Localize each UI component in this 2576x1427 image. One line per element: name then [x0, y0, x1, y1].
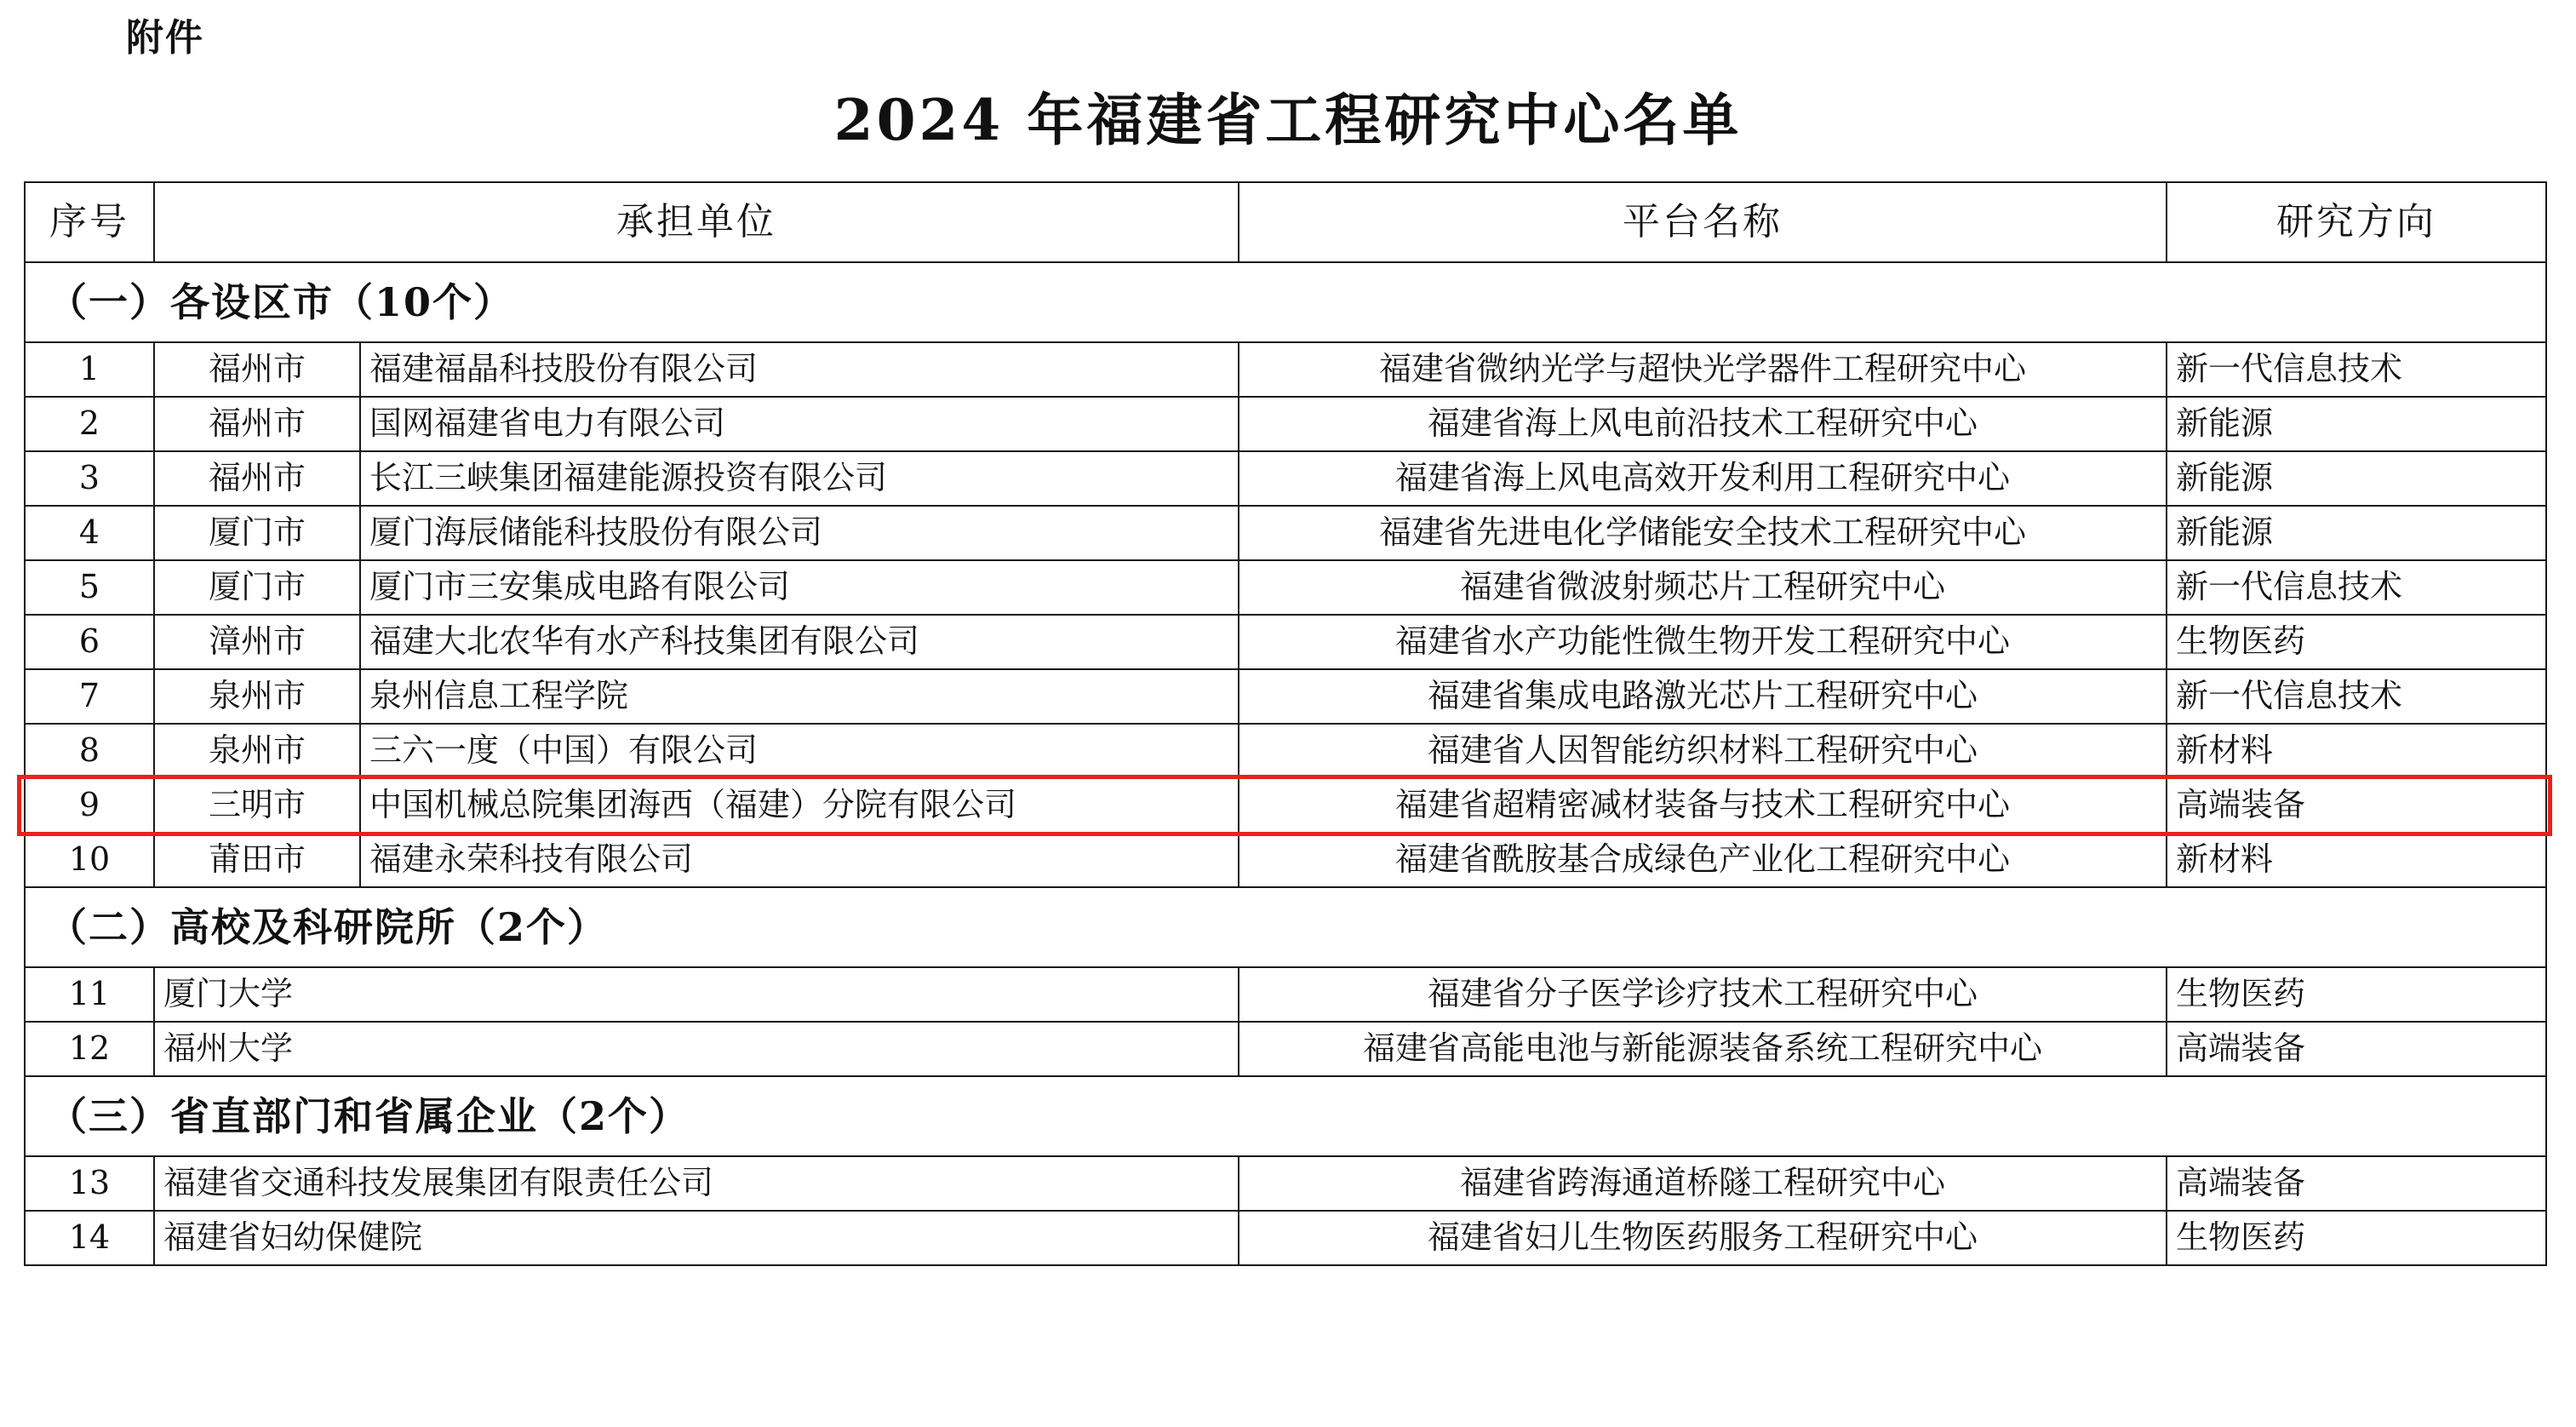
- cell-direction: 高端装备: [2167, 778, 2546, 833]
- cell-direction: 新能源: [2167, 506, 2546, 560]
- table-row: [25, 967, 2546, 1022]
- cell-platform: 福建省跨海通道桥隧工程研究中心: [1239, 1156, 2167, 1211]
- cell-city: 福州市: [154, 397, 360, 451]
- table-section-row: [25, 262, 2546, 342]
- cell-unit: 长江三峡集团福建能源投资有限公司: [360, 451, 1239, 506]
- column-header-no: 序号: [25, 182, 154, 262]
- cell-platform: 福建省人因智能纺织材料工程研究中心: [1239, 724, 2167, 778]
- cell-no: 6: [25, 615, 154, 669]
- cell-direction: 生物医药: [2167, 615, 2546, 669]
- cell-no: 7: [25, 669, 154, 724]
- column-header-unit: 承担单位: [154, 182, 1239, 262]
- cell-unit: 福建省妇幼保健院: [154, 1211, 1239, 1265]
- cell-no: 4: [25, 506, 154, 560]
- cell-no: 2: [25, 397, 154, 451]
- cell-no: 13: [25, 1156, 154, 1211]
- table-row: [25, 397, 2546, 451]
- cell-platform: 福建省分子医学诊疗技术工程研究中心: [1239, 967, 2167, 1022]
- cell-platform: 福建省水产功能性微生物开发工程研究中心: [1239, 615, 2167, 669]
- cell-platform: 福建省高能电池与新能源装备系统工程研究中心: [1239, 1022, 2167, 1076]
- table-row: [25, 1211, 2546, 1265]
- cell-city: 福州市: [154, 342, 360, 397]
- table-section-row: [25, 1076, 2546, 1156]
- cell-platform: 福建省酰胺基合成绿色产业化工程研究中心: [1239, 833, 2167, 887]
- cell-unit: 厦门大学: [154, 967, 1239, 1022]
- cell-city: 福州市: [154, 451, 360, 506]
- table-row: [25, 669, 2546, 724]
- cell-unit: 中国机械总院集团海西（福建）分院有限公司: [360, 778, 1239, 833]
- cell-no: 10: [25, 833, 154, 887]
- cell-platform: 福建省微纳光学与超快光学器件工程研究中心: [1239, 342, 2167, 397]
- table-header-row: [25, 182, 2546, 262]
- table-row: [25, 560, 2546, 615]
- table-row: [25, 506, 2546, 560]
- cell-city: 三明市: [154, 778, 360, 833]
- cell-unit: 厦门海辰储能科技股份有限公司: [360, 506, 1239, 560]
- table-row: [25, 1022, 2546, 1076]
- cell-unit: 福建永荣科技有限公司: [360, 833, 1239, 887]
- cell-platform: 福建省集成电路激光芯片工程研究中心: [1239, 669, 2167, 724]
- cell-platform: 福建省先进电化学储能安全技术工程研究中心: [1239, 506, 2167, 560]
- cell-city: 厦门市: [154, 506, 360, 560]
- cell-platform: 福建省妇儿生物医药服务工程研究中心: [1239, 1211, 2167, 1265]
- cell-platform: 福建省海上风电高效开发利用工程研究中心: [1239, 451, 2167, 506]
- cell-city: 漳州市: [154, 615, 360, 669]
- table-section-heading: （三）省直部门和省属企业（2个）: [25, 1076, 2546, 1156]
- cell-no: 3: [25, 451, 154, 506]
- table-section-heading: （一）各设区市（10个）: [25, 262, 2546, 342]
- table-row: [25, 1156, 2546, 1211]
- cell-unit: 国网福建省电力有限公司: [360, 397, 1239, 451]
- cell-direction: 新材料: [2167, 724, 2546, 778]
- cell-platform: 福建省超精密减材装备与技术工程研究中心: [1239, 778, 2167, 833]
- cell-no: 5: [25, 560, 154, 615]
- cell-unit: 厦门市三安集成电路有限公司: [360, 560, 1239, 615]
- cell-unit: 泉州信息工程学院: [360, 669, 1239, 724]
- cell-no: 1: [25, 342, 154, 397]
- cell-direction: 新能源: [2167, 397, 2546, 451]
- cell-platform: 福建省海上风电前沿技术工程研究中心: [1239, 397, 2167, 451]
- cell-city: 泉州市: [154, 724, 360, 778]
- cell-unit: 福建福晶科技股份有限公司: [360, 342, 1239, 397]
- cell-direction: 新能源: [2167, 451, 2546, 506]
- cell-platform: 福建省微波射频芯片工程研究中心: [1239, 560, 2167, 615]
- table-row: [25, 451, 2546, 506]
- column-header-platform: 平台名称: [1239, 182, 2167, 262]
- cell-no: 11: [25, 967, 154, 1022]
- table-row: [25, 833, 2546, 887]
- table-section-row: [25, 887, 2546, 967]
- cell-no: 12: [25, 1022, 154, 1076]
- cell-unit: 福建大北农华有水产科技集团有限公司: [360, 615, 1239, 669]
- cell-direction: 新一代信息技术: [2167, 560, 2546, 615]
- cell-unit: 三六一度（中国）有限公司: [360, 724, 1239, 778]
- cell-no: 14: [25, 1211, 154, 1265]
- cell-direction: 生物医药: [2167, 1211, 2546, 1265]
- column-header-direction: 研究方向: [2167, 182, 2546, 262]
- attachment-label: 附件: [126, 16, 204, 60]
- cell-direction: 新一代信息技术: [2167, 669, 2546, 724]
- cell-unit: 福州大学: [154, 1022, 1239, 1076]
- table-body: [25, 262, 2546, 1265]
- cell-direction: 高端装备: [2167, 1022, 2546, 1076]
- table-row: [25, 615, 2546, 669]
- cell-city: 莆田市: [154, 833, 360, 887]
- table-row: [25, 778, 2546, 833]
- cell-direction: 生物医药: [2167, 967, 2546, 1022]
- page-title: 2024 年福建省工程研究中心名单: [833, 87, 1743, 153]
- cell-no: 8: [25, 724, 154, 778]
- table-row: [25, 342, 2546, 397]
- table-section-heading: （二）高校及科研院所（2个）: [25, 887, 2546, 967]
- table-header: [25, 182, 2546, 262]
- cell-direction: 新一代信息技术: [2167, 342, 2546, 397]
- center-list-table: [24, 181, 2547, 1266]
- cell-no: 9: [25, 778, 154, 833]
- cell-direction: 高端装备: [2167, 1156, 2546, 1211]
- cell-unit: 福建省交通科技发展集团有限责任公司: [154, 1156, 1239, 1211]
- cell-city: 厦门市: [154, 560, 360, 615]
- table-row: [25, 724, 2546, 778]
- cell-city: 泉州市: [154, 669, 360, 724]
- cell-direction: 新材料: [2167, 833, 2546, 887]
